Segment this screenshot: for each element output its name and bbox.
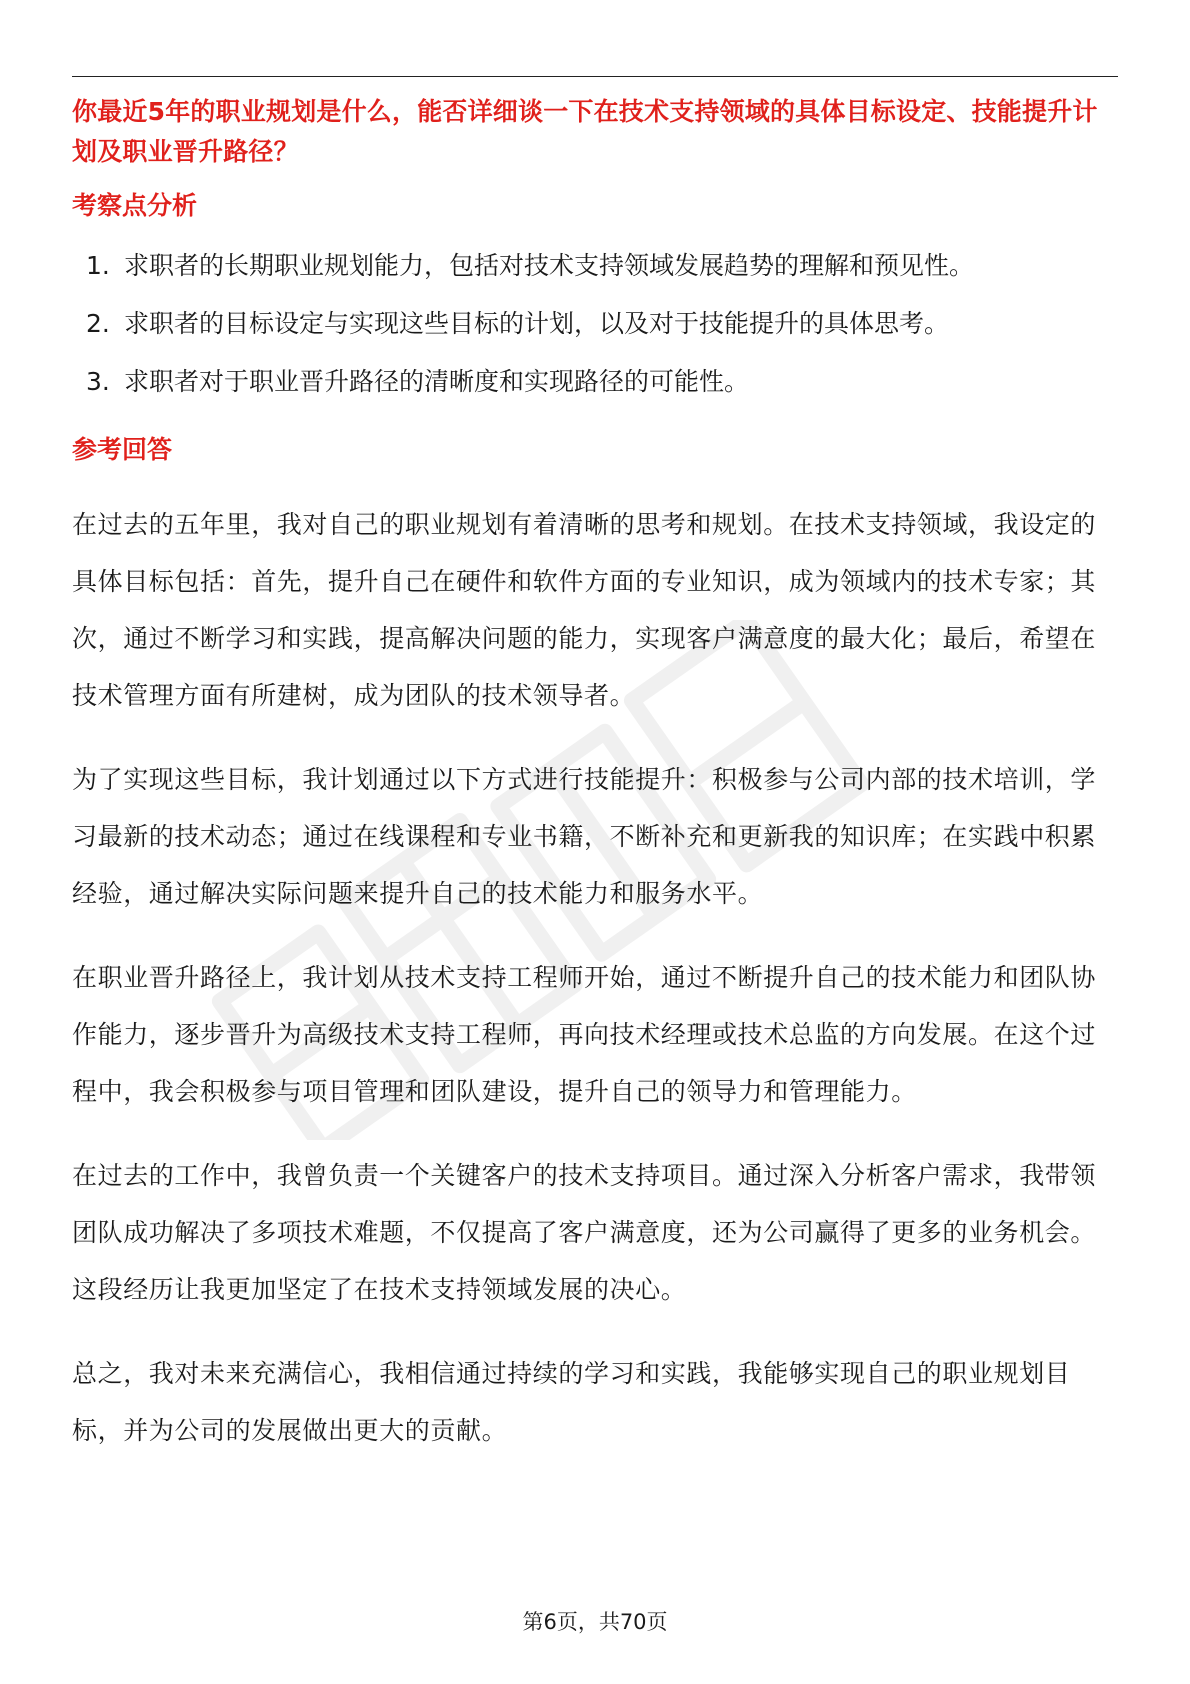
answer-paragraph: 在职业晋升路径上，我计划从技术支持工程师开始，通过不断提升自己的技术能力和团队协作能力，逐步晋升为高级技术支持工程师，再向技术经理或技术总监的方向发展。在这个过程中，我会积极参与项目管理和团队建设，提升自己的领导力和管理能力。 (72, 963, 1097, 1106)
list-item (72, 246, 1118, 286)
answer-paragraph: 在过去的工作中，我曾负责一个关键客户的技术支持项目。通过深入分析客户需求，我带领团队成功解决了多项技术难题，不仅提高了客户满意度，还为公司赢得了更多的业务机会。这段经历让我更加坚定了在技术支持领域发展的决心。 (72, 1161, 1097, 1304)
list-item-number: 1. (86, 251, 110, 280)
list-item-text: 求职者的长期职业规划能力，包括对技术支持领域发展趋势的理解和预见性。 (124, 251, 975, 280)
answer-paragraph: 为了实现这些目标，我计划通过以下方式进行技能提升：积极参与公司内部的技术培训，学习最新的技术动态；通过在线课程和专业书籍，不断补充和更新我的知识库；在实践中积累经验，通过解决实际问题来提升自己的技术能力和服务水平。 (72, 765, 1097, 908)
list-item-number: 2. (86, 309, 110, 338)
list-item-text: 求职者的目标设定与实现这些目标的计划，以及对于技能提升的具体思考。 (124, 309, 950, 338)
list-item-number: 3. (86, 367, 110, 396)
list-item-text: 求职者对于职业晋升路径的清晰度和实现路径的可能性。 (124, 367, 750, 396)
analysis-title: 考察点分析 (72, 191, 198, 220)
question-heading: 你最近5年的职业规划是什么，能否详细谈一下在技术支持领域的具体目标设定、技能提升计划及职业晋升路径？ (72, 97, 1098, 166)
answer-paragraph: 在过去的五年里，我对自己的职业规划有着清晰的思考和规划。在技术支持领域，我设定的具体目标包括：首先，提升自己在硬件和软件方面的专业知识，成为领域内的技术专家；其次，通过不断学习和实践，提高解决问题的能力，实现客户满意度的最大化；最后，希望在技术管理方面有所建树，成为团队的技术领导者。 (72, 510, 1097, 710)
answer-body (72, 496, 1118, 1459)
list-item (72, 304, 1118, 344)
analysis-list (72, 246, 1118, 402)
list-item (72, 362, 1118, 402)
page-number-footer: 第6页，共70页 (522, 1610, 668, 1634)
answer-title: 参考回答 (72, 435, 173, 464)
main-content (72, 92, 1118, 1459)
top-divider (72, 76, 1118, 77)
answer-paragraph: 总之，我对未来充满信心，我相信通过持续的学习和实践，我能够实现自己的职业规划目标，并为公司的发展做出更大的贡献。 (72, 1359, 1071, 1445)
